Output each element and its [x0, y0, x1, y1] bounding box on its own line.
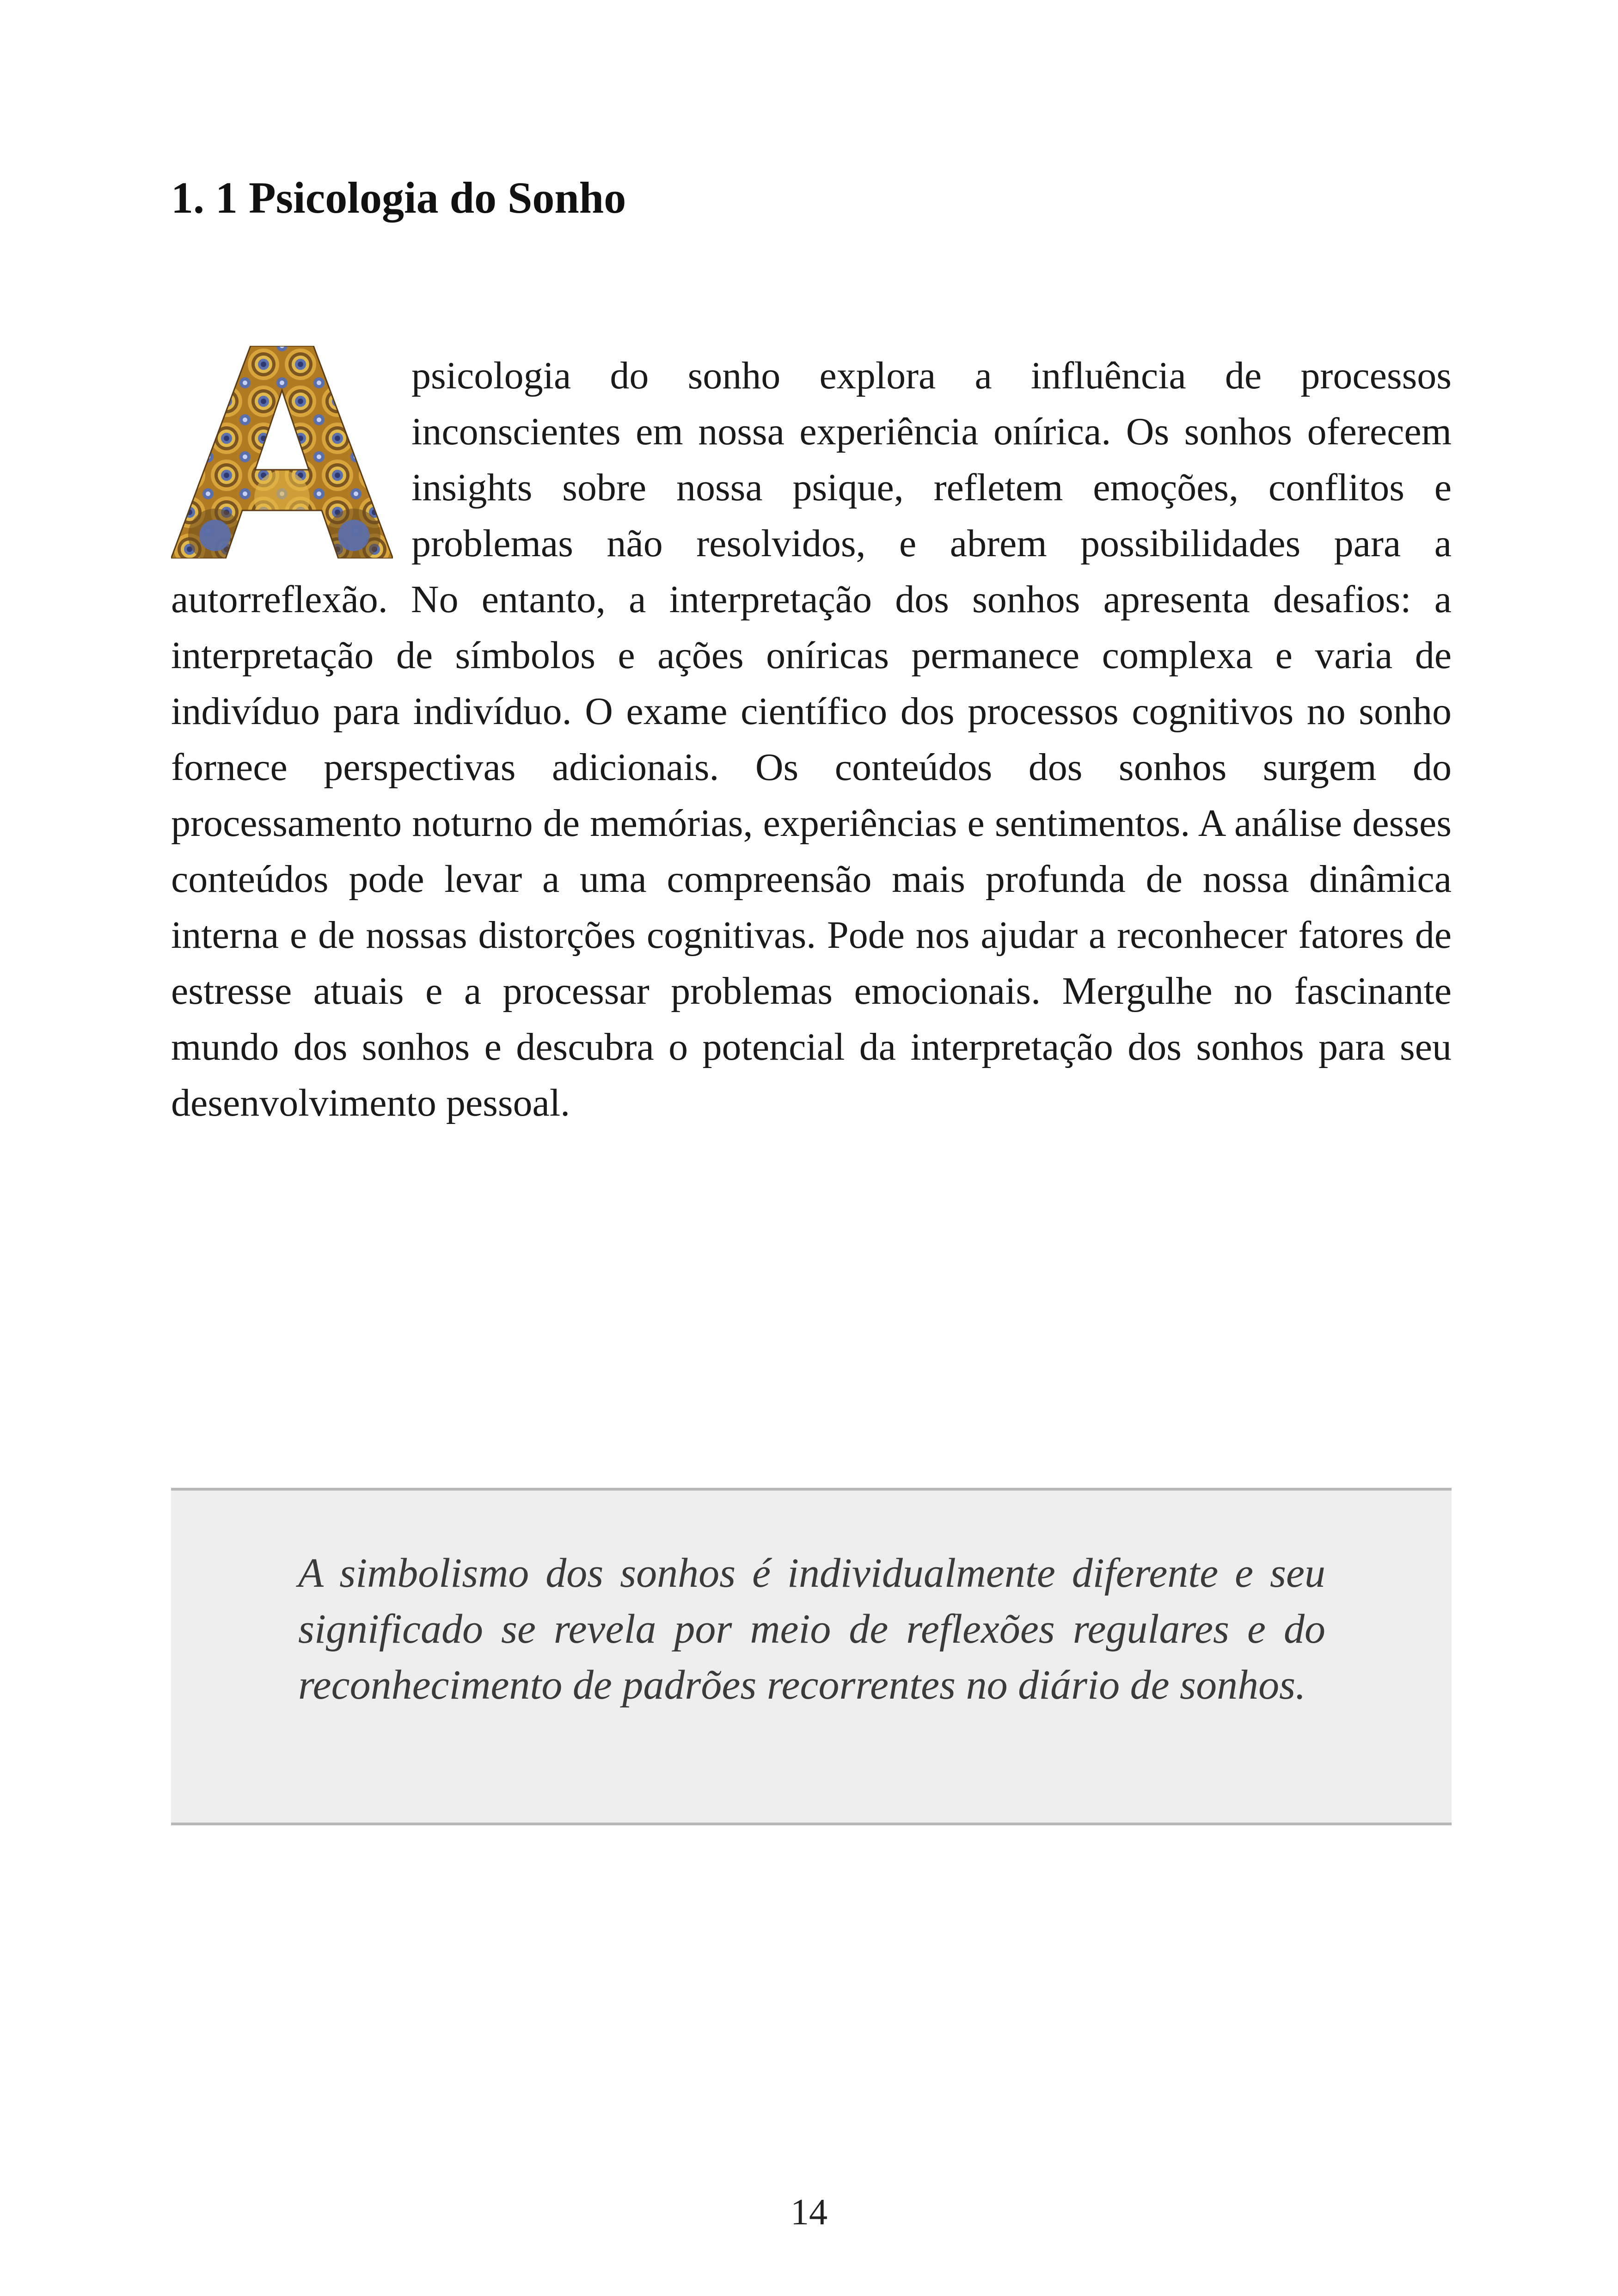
paragraph-text: psicologia do sonho explora a influência de processos inconscientes em nossa experiência onírica. Os sonhos oferecem insights sobre nossa psique, refletem emoções, conflitos e problemas não resolvidos, e abrem possibilidades para a autorreflexão. No entanto, a interpretação dos sonhos apresenta desafios: a interpretação de símbolos e ações oníricas permanece complexa e varia de indivíduo para indivíduo. O exame científico dos processos cognitivos no sonho fornece perspectivas adicionais. Os conteúdos dos sonhos surgem do processamento noturno de memórias, experiências e sentimentos. A análise desses conteúdos pode levar a uma compreensão mais profunda de nossa dinâmica interna e de nossas distorções cognitivas. Pode nos ajudar a reconhecer fatores de estresse atuais e a processar problemas emocionais. Mergulhe no fascinante mundo dos sonhos e descubra o potencial da interpretação dos sonhos para seu desenvolvimento pessoal.	[171, 354, 1452, 1124]
page-number: 14	[791, 2192, 827, 2233]
section-heading: 1. 1 Psicologia do Sonho	[171, 173, 626, 222]
body-paragraph	[171, 348, 1452, 1131]
callout-box	[171, 1488, 1452, 1825]
callout-text: A simbolismo dos sonhos é individualmente diferente e seu significado se revela por meio de reflexões regulares e do reconhecimento de padrões recorrentes no diário de sonhos.	[298, 1550, 1325, 1708]
drop-cap-letter-a	[171, 346, 393, 559]
